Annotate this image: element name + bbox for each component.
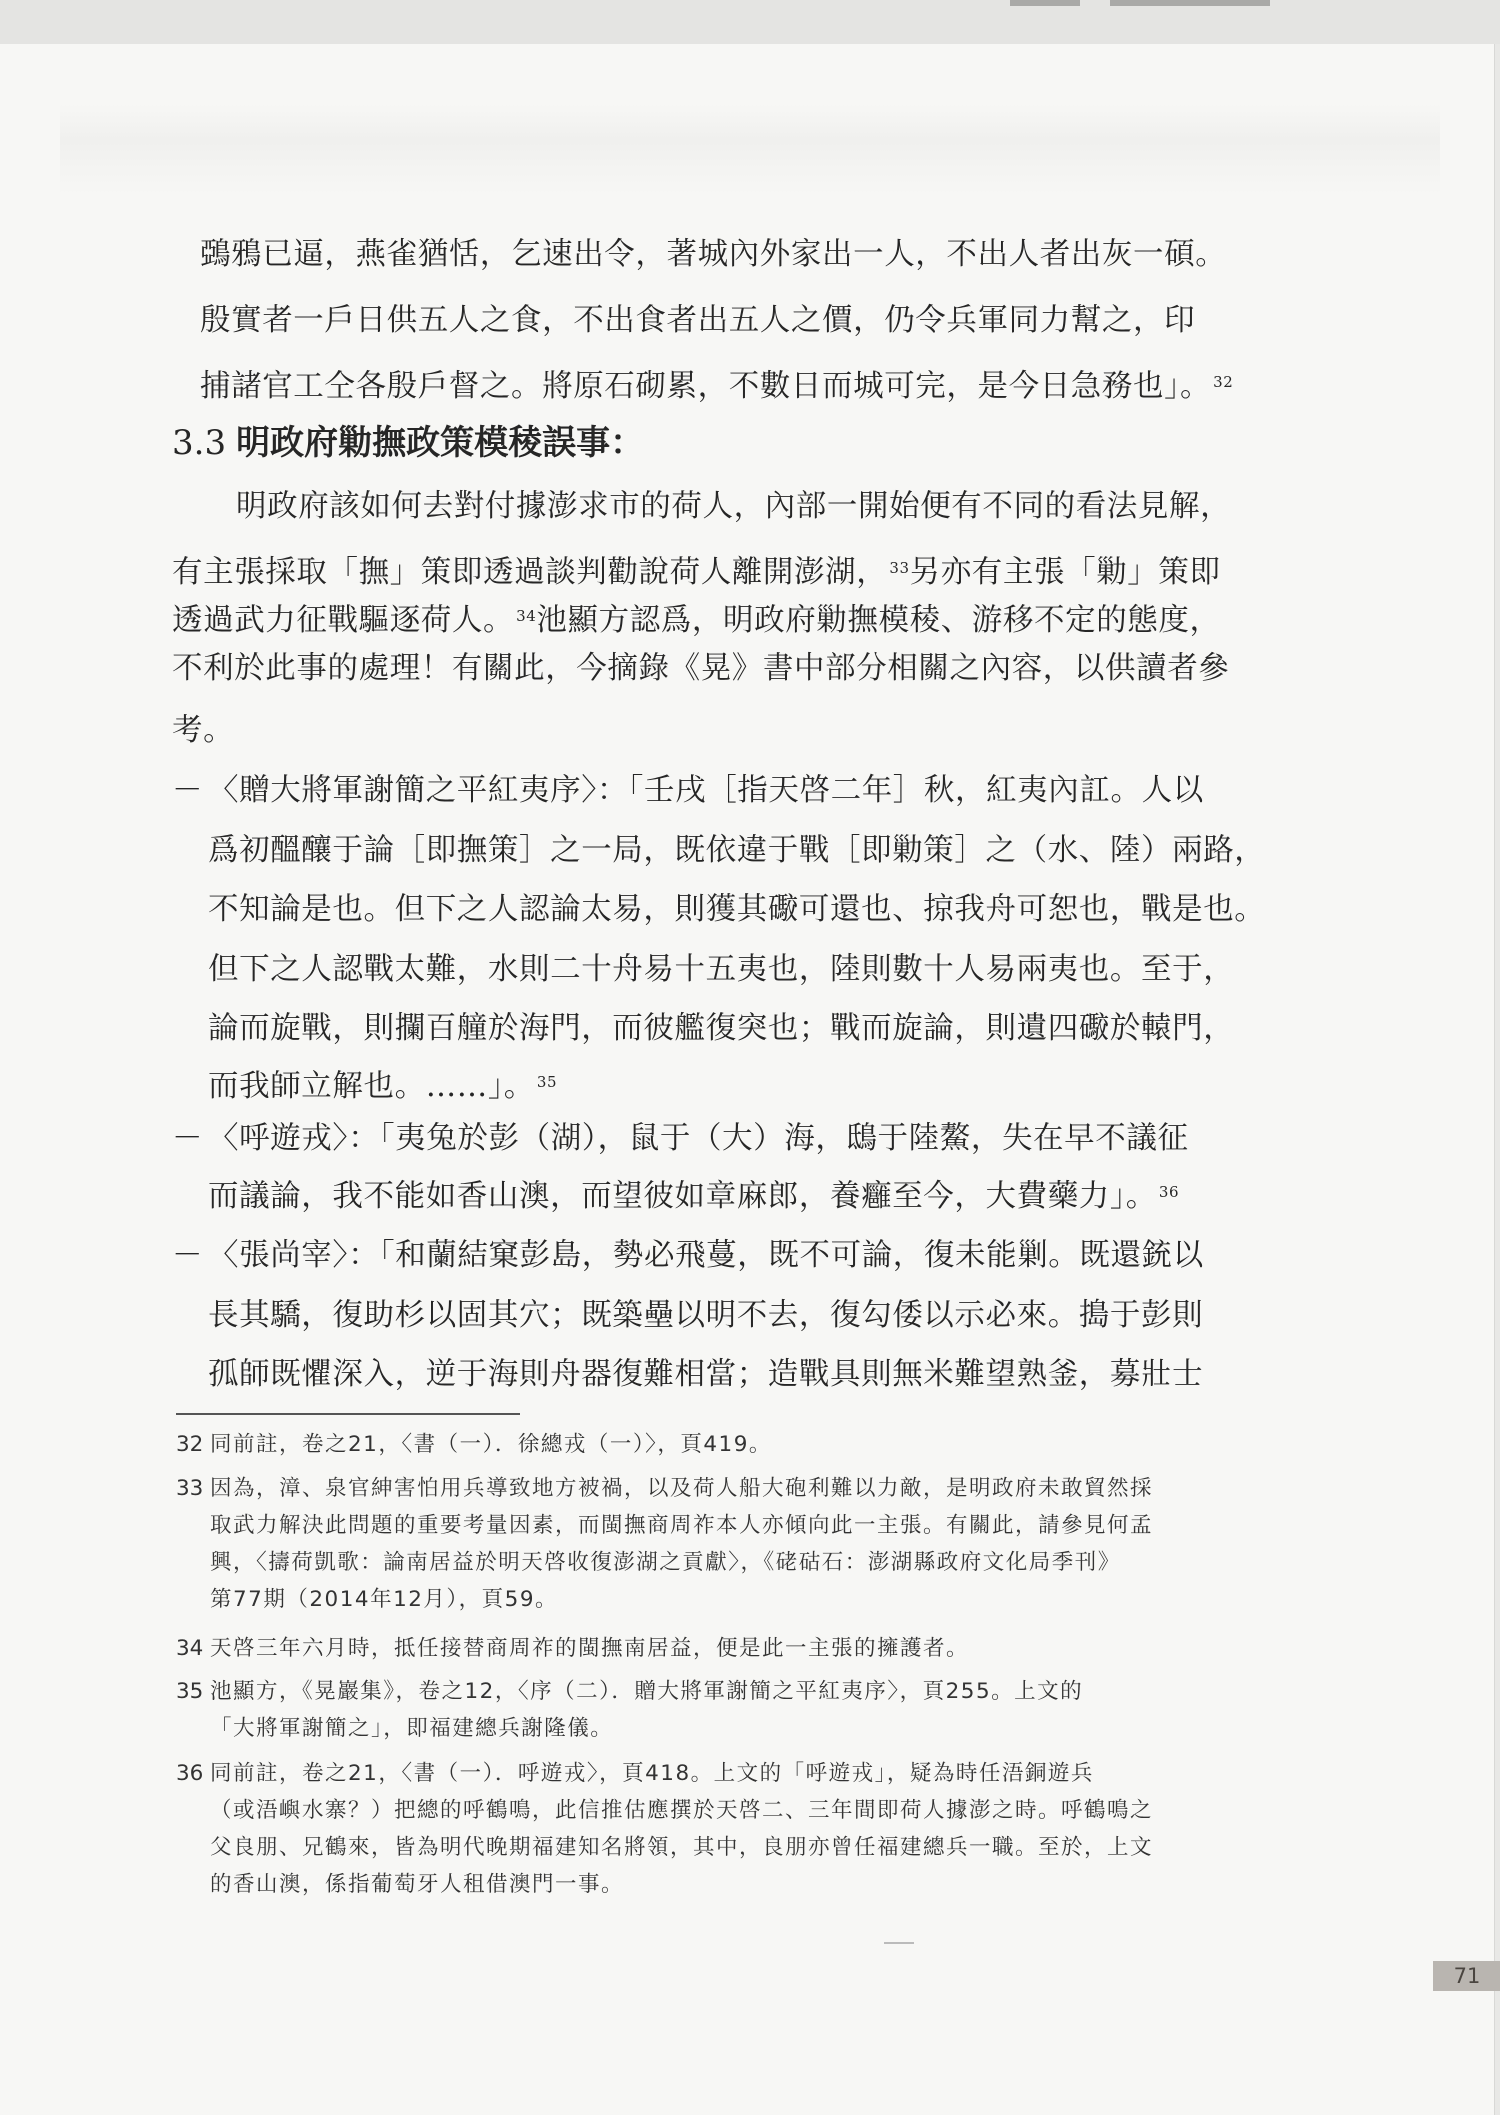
- footnote-number: 35: [176, 1679, 204, 1704]
- paragraph-text: 透過武力征戰驅逐荷人。: [172, 603, 515, 638]
- paragraph-text: 池顯方認爲，明政府勦撫模稜、游移不定的態度，: [536, 603, 1221, 638]
- footnote-line: 因為，漳、泉官紳害怕用兵導致地方被禍，以及荷人船大砲利難以力敵，是明政府未敢貿然採: [210, 1476, 1154, 1501]
- scan-top-band: [0, 0, 1500, 44]
- paragraph-line: [172, 548, 1221, 598]
- footnote-32: [176, 1426, 772, 1463]
- footnote-line: 「大將軍謝簡之」，即福建總兵謝隆儀。: [210, 1716, 614, 1741]
- footnote-ref-33: 33: [889, 559, 910, 577]
- footnote-line: 池顯方，《晃巖集》，卷之12，〈序（二）．贈大將軍謝簡之平紅夷序〉，頁255。上文的: [210, 1679, 1084, 1704]
- footnote-line: 父良朋、兄鶴來，皆為明代晚期福建知名將領，其中，良朋亦曾任福建總兵一職。至於，上文: [210, 1835, 1154, 1860]
- footnote-line: 取武力解決此問題的重要考量因素，而閩撫商周祚本人亦傾向此一主張。有關此，請參見何孟: [210, 1513, 1154, 1538]
- footnote-line: 第77期（2014年12月），頁59。: [210, 1587, 559, 1612]
- paragraph-line: [172, 596, 1221, 646]
- dash-bullet: －: [172, 1238, 204, 1273]
- footnote-line: 的香山澳，係指葡萄牙人租借澳門一事。: [210, 1872, 625, 1897]
- footnote-35: [176, 1673, 1083, 1747]
- footnote-rule: [176, 1413, 520, 1415]
- footnote-number: 33: [176, 1476, 204, 1501]
- paragraph-text: 有主張採取「撫」策即透過談判勸說荷人離開澎湖，: [172, 555, 888, 590]
- quote-line: 論而旋戰，則攔百艟於海門，而彼艦復突也；戰而旋論，則遺四礮於轅門，: [208, 1011, 1235, 1046]
- scan-edge-mark: [1110, 0, 1270, 6]
- continued-quote-line: 鵶鴉已逼，燕雀猶恬，乞速出令，著城內外家出一人，不出人者出灰一碩。: [200, 237, 1227, 272]
- footnote-number: 32: [176, 1432, 204, 1457]
- footnote-33: [176, 1470, 1153, 1618]
- quote-item: [172, 1231, 1204, 1400]
- section-number: 3.3: [172, 423, 227, 463]
- quote-line: [208, 1172, 1189, 1222]
- footnote-ref-36: 36: [1158, 1182, 1180, 1201]
- quote-line: 孤師既懼深入，逆于海則舟器復難相當；造戰具則無米難望熟釜，募壯士: [208, 1357, 1204, 1392]
- quote-line: 〈張尚宰〉：「和蘭結窠彭島，勢必飛蔓，既不可論，復未能剿。既還銃以: [208, 1238, 1204, 1273]
- footnote-ref-35: 35: [536, 1072, 558, 1091]
- quote-item: [172, 766, 1266, 1111]
- quote-line: 但下之人認戰太難，水則二十舟易十五夷也，陸則數十人易兩夷也。至于，: [208, 951, 1235, 987]
- quote-line: 〈呼遊戎〉：「夷兔於彭（湖），鼠于（大）海，鴟于陸鰲，失在早不議征: [208, 1121, 1189, 1156]
- dash-bullet: －: [172, 773, 204, 808]
- quote-line: 爲初醞釀于論［即撫策］之一局，既依違于戰［即勦策］之（水、陸）兩路，: [208, 832, 1266, 868]
- quote-text: 而我師立解也。……」。: [208, 1068, 535, 1104]
- paragraph-line: 不利於此事的處理！有關此，今摘錄《晃》書中部分相關之內容，以供讀者參: [172, 651, 1230, 686]
- quote-line: 長其驕，復助杉以固其穴；既築壘以明不去，復勾倭以示必來。搗于彭則: [208, 1297, 1204, 1333]
- footnote-line: 同前註，卷之21，〈書（一）．徐總戎（一）〉，頁419。: [210, 1432, 772, 1457]
- footnote-line: （或浯嶼水寨？）把總的呼鶴鳴，此信推估應撰於天啓二、三年間即荷人據澎之時。呼鶴鳴之: [210, 1798, 1154, 1823]
- footnote-number: 36: [176, 1761, 204, 1786]
- section-heading: [172, 418, 644, 468]
- footnote-34: [176, 1630, 969, 1667]
- footnote-line: 興，〈擣荷凱歌：論南居益於明天啓收復澎湖之貢獻〉，《硓𥑮石：澎湖縣政府文化局季刊》: [210, 1550, 1121, 1575]
- footnote-ref-34: 34: [516, 607, 537, 625]
- footnote-line: 天啓三年六月時，抵任接替商周祚的閩撫南居益，便是此一主張的擁護者。: [210, 1636, 970, 1661]
- paragraph-line: 明政府該如何去對付據澎求市的荷人，內部一開始便有不同的看法見解，: [236, 489, 1232, 524]
- continued-quote-line: [200, 362, 1233, 412]
- footnote-line: 同前註，卷之21，〈書（一）．呼遊戎〉，頁418。上文的「呼遊戎」，疑為時任浯銅遊兵: [210, 1761, 1094, 1786]
- dash-bullet: －: [172, 1121, 204, 1156]
- bleed-through-shadow: [60, 104, 1440, 194]
- quote-text: 而議論，我不能如香山澳，而望彼如章麻郎，養癰至今，大費藥力」。: [208, 1178, 1157, 1214]
- section-title: 明政府勦撫政策模稜誤事：: [236, 423, 645, 463]
- continued-quote-line: 殷實者一戶日供五人之食，不出食者出五人之價，仍令兵軍同力幫之，印: [200, 303, 1196, 338]
- paragraph-line: 考。: [172, 713, 235, 748]
- footnote-number: 34: [176, 1636, 204, 1661]
- paragraph-text: 另亦有主張「勦」策即: [909, 555, 1221, 590]
- footnote-ref-32: 32: [1213, 373, 1234, 391]
- quote-line: 不知論是也。但下之人認論太易，則獲其礮可還也、掠我舟可恕也，戰是也。: [208, 892, 1266, 927]
- quote-item: [172, 1114, 1189, 1221]
- page-number: 71: [1433, 1961, 1500, 1991]
- footnote-36: [176, 1755, 1153, 1903]
- scan-edge-mark: [1010, 0, 1080, 6]
- quote-line: 〈贈大將軍謝簡之平紅夷序〉：「壬戌［指天啓二年］秋，紅夷內訌。人以: [208, 773, 1204, 808]
- scan-speck: [884, 1942, 914, 1944]
- quote-line: [208, 1062, 1265, 1112]
- continued-quote-text: 捕諸官工仝各殷戶督之。將原石砌累，不數日而城可完，是今日急務也」。: [200, 369, 1212, 404]
